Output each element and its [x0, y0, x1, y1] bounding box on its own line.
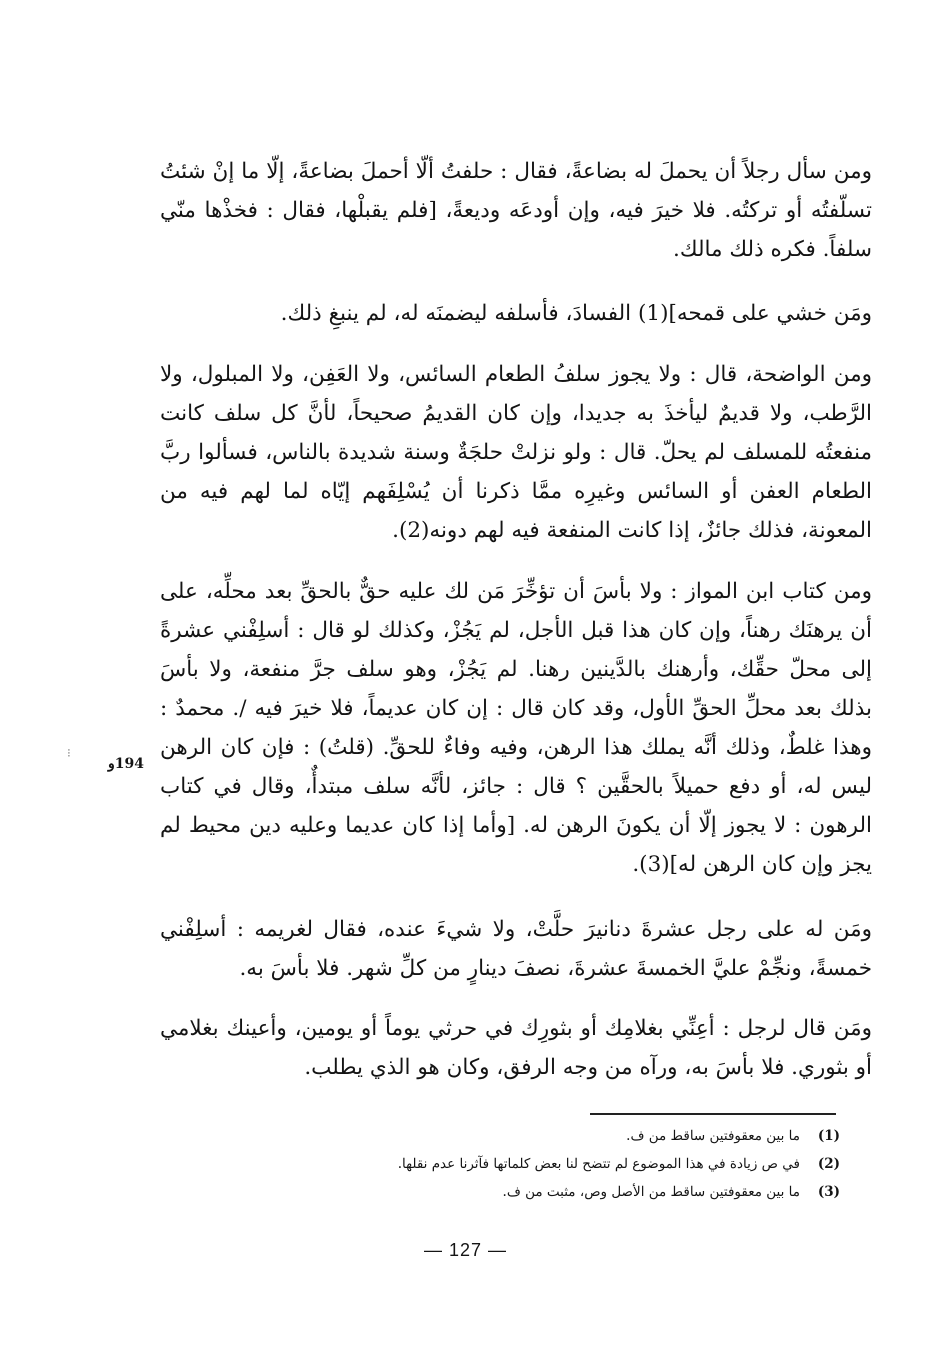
footnote-3 — [250, 1178, 840, 1206]
footnote-number: (1) — [817, 1128, 840, 1144]
footnote-number: (2) — [817, 1156, 840, 1172]
paragraph-1: ومن سأل رجلاً أن يحملَ له بضاعةً، فقال : حلفتُ ألّا أحملَ بضاعةً، إلّا ما إنْ شئتُ تسلّفتُه أو تركتُه. فلا خيرَ فيه، وإن أودعَه وديعةً، [فلم يقبلْها، فقال : فخذْها منّي سلفاً. فكره ذلك مالك. — [160, 159, 872, 262]
folio-margin-note: 194و — [108, 756, 144, 772]
margin-tick: ⁝ — [67, 746, 71, 760]
page-number: — 127 — — [423, 1240, 508, 1260]
paragraph-5: ومَن له على رجل عشرةَ دنانيرَ حلَّتْ، ولا شيءَ عنده، فقال لغريمه : أسلِفْني خمسةً، ونجِّمْ عليَّ الخمسةَ عشرةَ، نصفَ دينارٍ من كلِّ شهر. فلا بأسَ به. — [160, 917, 872, 981]
paragraph-2: ومَن خشي على قمحه](1) الفسادَ، فأسلفه ليضمنَه له، لم ينبغِ ذلك. — [280, 301, 872, 326]
footnote-2 — [250, 1150, 840, 1178]
footnote-number: (3) — [817, 1184, 840, 1200]
footnote-text: ما بين معقوفتين ساقط من الأصل وص، مثبت من ف. — [502, 1184, 800, 1200]
footnote-1 — [250, 1122, 840, 1150]
paragraph-6: ومَن قال لرجل : أعِنِّي بغلامِك أو بثورِك في حرثي يوماً أو يومين، وأعينك بغلامي أو بثوري. فلا بأسَ به، ورآه من وجه الرفق، وكان هو الذي يطلب. — [160, 1016, 872, 1080]
paragraph-3: ومن الواضحة، قال : ولا يجوز سلفُ الطعام السائس، ولا العَفِن، ولا المبلول، ولا الرَّطب، ولا قديمٌ ليأخذَ به جديدا، وإن كان القديمُ صحيحاً، لأنَّ كل سلف كانت منفعتُه للمسلف لم يحلّ. قال : ولو نزلتْ حلجَةٌ وسنة شديدة بالناس، فسألوا ربَّ الطعام العفن أو السائس وغيرِه ممَّا ذكرنا أن يُسْلِفَهم إيّاه لما لهم فيه من المعونة، فذلك جائزٌ، إذا كانت المنفعة فيه لهم دونه(2). — [160, 362, 872, 543]
footnote-text: ما بين معقوفتين ساقط من ف. — [626, 1128, 800, 1144]
footnotes — [250, 1122, 840, 1206]
footnote-text: في ص زيادة في هذا الموضوع لم تتضح لنا بعض كلماتها فآثرنا عدم نقلها. — [397, 1156, 800, 1172]
footnote-divider — [590, 1113, 836, 1115]
paragraph-4: ومن كتاب ابن المواز : ولا بأسَ أن تؤخِّرَ مَن لك عليه حقٌّ بالحقِّ بعد محلِّه، على أن يرهنَك رهناً، وإن كان هذا قبل الأجل، لم يَجُزْ، وكذلك لو قال : أسلِفْني عشرةً إلى محلّ حقِّك، وأرهنك بالدَّينين رهنا. لم يَجُزْ، وهو سلف جرَّ منفعة، ولا بأسَ بذلك بعد محلِّ الحقِّ الأول، وقد كان قال : إن كان عديماً، فلا خيرَ فيه /. محمدٌ : وهذا غلطٌ، وذلك أنَّه يملك هذا الرهن، وفيه وفاءٌ للحقِّ. (قلتُ) : فإن كان الرهن ليس له، أو دفع حميلاً بالحقَّين ؟ قال : جائز، لأنَّه سلف مبتدأٌ، وقال في كتاب الرهون : لا يجوز إلّا أن يكونَ الرهن له. [وأما إذا كان عديما وعليه دين محيط لم يجز وإن كان الرهن له](3). — [160, 579, 872, 877]
